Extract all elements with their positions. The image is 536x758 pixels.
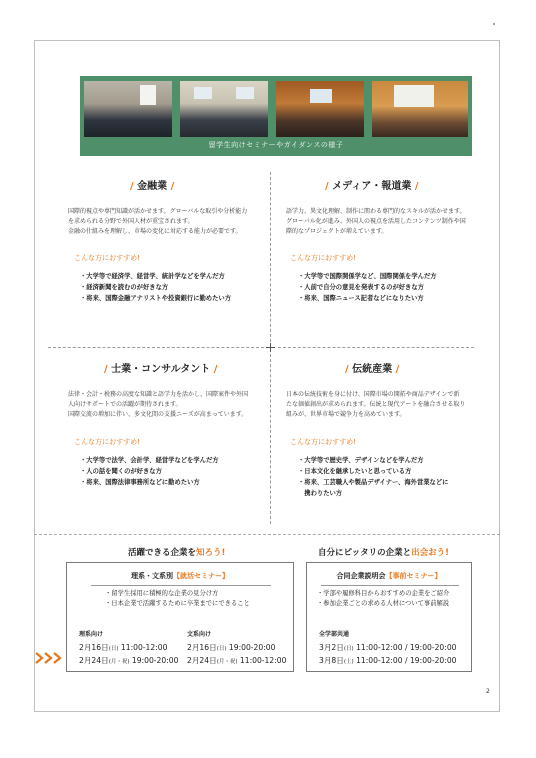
traditional-bullets: ・大学等で歴史学、デザインなどを学んだ方 ・日本文化を継承したいと思っている方 ・将来、工芸職人や製品デザイナー、海外営業などに 携わりたい方 <box>298 457 449 497</box>
seminar-photo-1 <box>84 81 172 137</box>
media-bullets: ・大学等で国際関係学など、国際関係を学んだ方 ・人前で自分の意見を発表するのが好きな方 ・将来、国際ニュース記者などになりたい方 <box>298 273 437 302</box>
horizontal-divider-left <box>48 347 264 348</box>
vertical-divider-top <box>270 172 271 342</box>
humanities-schedule: 2月16日(日) 19:00-20:00 2月24日(月・祝) 11:00-12:00 <box>187 643 287 665</box>
section-title-media: / メディア・報道業 / <box>325 181 419 192</box>
seminar-photo-2 <box>180 81 268 137</box>
seminar-photo-4 <box>372 81 468 137</box>
consulting-bullets: ・大学等で法学、会計学、経営学などを学んだ方 ・人の話を聞くのが好きな方 ・将来、国際法律事務所などに勤めたい方 <box>80 457 219 486</box>
consulting-description: 法律・会計・税務の高度な知識と語学力を活かし、国際案件や外国 人向けサポートでの活躍が期待されます。 国際交流の増加に伴い、多文化間の支援ニーズが高まっています。 <box>68 391 249 418</box>
finance-bullets: ・大学等で経済学、経営学、統計学などを学んだ方 ・経済新聞を読むのが好きな方 ・将来、国際金融アナリストや投資銀行に勤めたい方 <box>80 273 231 302</box>
science-schedule-label: 理系向け <box>79 631 104 638</box>
job-seminar-bullets: ・留学生採用に積極的な企業の見分け方 ・日本企業で活躍するために卒業までにできること <box>105 590 250 607</box>
section-title-consulting: / 士業・コンサルタント / <box>104 364 218 375</box>
seminar-photo-banner <box>80 76 472 156</box>
humanities-schedule-label: 文系向け <box>187 631 212 638</box>
job-seminar-title-rule <box>91 585 271 586</box>
banner-caption: 留学生向けセミナーやガイダンスの様子 <box>208 141 344 149</box>
event-heading-fair: 自分にピッタリの企業と出会おう! <box>318 548 450 558</box>
section-title-traditional: / 伝統産業 / <box>345 364 400 375</box>
company-fair-box <box>306 562 472 672</box>
science-schedule: 2月16日(日) 11:00-12:00 2月24日(月・祝) 19:00-20:00 <box>79 643 179 665</box>
all-faculties-schedule: 3月2日(日) 11:00-12:00 / 19:00-20:00 3月8日(土) 11:00-12:00 / 19:00-20:00 <box>319 643 457 665</box>
job-seminar-title: 理系・文系別【就活セミナー】 <box>131 572 229 580</box>
traditional-description: 日本の伝統技術を身に付け、国際市場の開拓や商品デザインで新 たな価値創出が求められます。伝統と現代アートを融合させる取り 組みが、世界市場で競争力を高めています。 <box>286 391 466 418</box>
horizontal-divider-right <box>278 347 474 348</box>
media-recommend-label: こんな方におすすめ! <box>290 254 356 262</box>
job-seminar-box <box>66 562 294 672</box>
scan-speck <box>493 23 495 25</box>
company-fair-title: 合同企業説明会【事前セミナー】 <box>336 572 442 580</box>
section-title-finance: / 金融業 / <box>130 181 175 192</box>
event-heading-seminar: 活躍できる企業を知ろう! <box>128 548 226 558</box>
finance-recommend-label: こんな方におすすめ! <box>74 254 140 262</box>
company-fair-bullets: ・学部や履修科目からおすすめの企業をご紹介 ・参加企業ごとの求める人材について事前解説 <box>317 590 450 607</box>
page-number: 2 <box>486 688 490 695</box>
finance-description: 国際的視点や専門知識が活かせます。グローバルな取引や分析能力 を求められる分野で外国人材が重宝されます。 金融の仕組みを理解し、市場の変化に対応する能力が必要です。 <box>68 208 248 235</box>
seminar-photo-3 <box>276 81 364 137</box>
company-fair-title-rule <box>321 585 459 586</box>
events-band-separator <box>34 534 500 535</box>
chevron-arrows-icon <box>34 652 68 664</box>
consulting-recommend-label: こんな方におすすめ! <box>74 438 140 446</box>
all-faculties-schedule-label: 全学部共通 <box>319 631 350 638</box>
center-cross-mark <box>266 343 275 352</box>
traditional-recommend-label: こんな方におすすめ! <box>290 438 356 446</box>
media-description: 語学力、異文化理解、制作に関わる専門的なスキルが活かせます。 グローバル化が進み、外国人の視点を活用したコンテンツ制作や国 際的なプロジェクトが増えています。 <box>286 208 466 235</box>
vertical-divider-bottom <box>270 354 271 524</box>
